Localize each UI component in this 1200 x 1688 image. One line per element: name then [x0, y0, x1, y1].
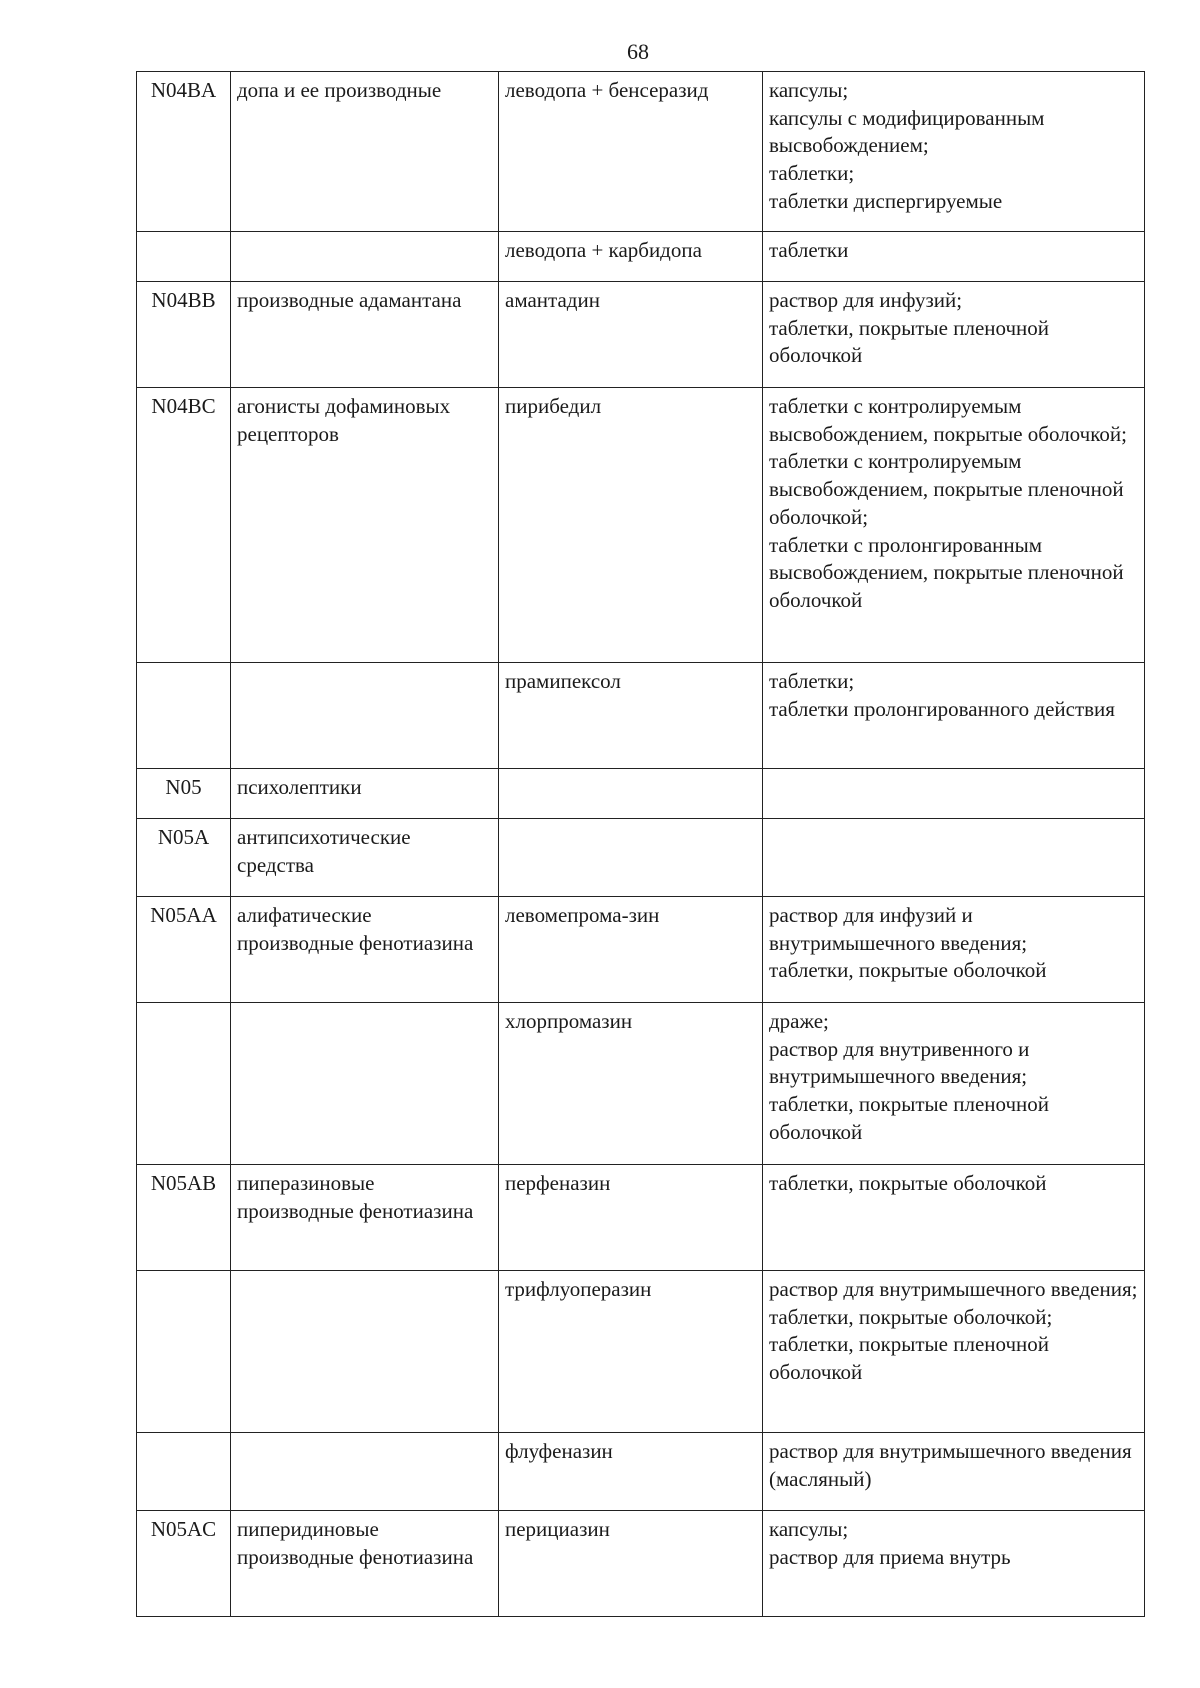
atc-code-cell: N04BB: [137, 282, 231, 388]
table-row: [137, 769, 1145, 819]
atc-code-cell: N05: [137, 769, 231, 819]
dosage-forms-cell: раствор для внутримышечного введения (масляный): [763, 1433, 1145, 1511]
group-cell: антипсихотические средства: [231, 819, 499, 897]
drug-name-cell: прамипексол: [499, 663, 763, 769]
drug-name-cell: [499, 769, 763, 819]
group-cell: [231, 1271, 499, 1433]
drug-table: [136, 71, 1145, 1617]
dosage-forms-cell: [763, 769, 1145, 819]
atc-code-cell: N05AC: [137, 1511, 231, 1617]
drug-name-cell: пирибедил: [499, 388, 763, 663]
page-number: 68: [627, 39, 649, 64]
table-row: [137, 1003, 1145, 1165]
dosage-forms-cell: драже; раствор для внутривенного и внутримышечного введения; таблетки, покрытые пленочной оболочкой: [763, 1003, 1145, 1165]
dosage-forms-cell: капсулы; раствор для приема внутрь: [763, 1511, 1145, 1617]
drug-name-cell: трифлуоперазин: [499, 1271, 763, 1433]
dosage-forms-cell: раствор для внутримышечного введения; таблетки, покрытые оболочкой; таблетки, покрытые пленочной оболочкой: [763, 1271, 1145, 1433]
group-cell: [231, 232, 499, 282]
table-row: [137, 282, 1145, 388]
drug-name-cell: левомепрома-зин: [499, 897, 763, 1003]
drug-name-cell: перфеназин: [499, 1165, 763, 1271]
atc-code-cell: N05A: [137, 819, 231, 897]
table-row: [137, 72, 1145, 232]
drug-name-cell: перициазин: [499, 1511, 763, 1617]
table-row: [137, 663, 1145, 769]
dosage-forms-cell: таблетки с контролируемым высвобождением, покрытые оболочкой; таблетки с контролируемым высвобождением, покрытые пленочной оболочкой; таблетки с пролонгированным высвобождением, покрытые пленочной оболочкой: [763, 388, 1145, 663]
dosage-forms-cell: таблетки: [763, 232, 1145, 282]
table-row: [137, 232, 1145, 282]
group-cell: допа и ее производные: [231, 72, 499, 232]
drug-name-cell: амантадин: [499, 282, 763, 388]
dosage-forms-cell: таблетки, покрытые оболочкой: [763, 1165, 1145, 1271]
drug-name-cell: флуфеназин: [499, 1433, 763, 1511]
table-row: [137, 1511, 1145, 1617]
group-cell: психолептики: [231, 769, 499, 819]
atc-code-cell: [137, 232, 231, 282]
atc-code-cell: [137, 1271, 231, 1433]
atc-code-cell: [137, 1003, 231, 1165]
table-row: [137, 1433, 1145, 1511]
atc-code-cell: N04BA: [137, 72, 231, 232]
dosage-forms-cell: раствор для инфузий; таблетки, покрытые пленочной оболочкой: [763, 282, 1145, 388]
drug-name-cell: леводопа + бенсеразид: [499, 72, 763, 232]
drug-name-cell: хлорпромазин: [499, 1003, 763, 1165]
group-cell: производные адамантана: [231, 282, 499, 388]
table-row: [137, 819, 1145, 897]
table-row: [137, 1271, 1145, 1433]
group-cell: пиперидиновые производные фенотиазина: [231, 1511, 499, 1617]
group-cell: [231, 663, 499, 769]
atc-code-cell: [137, 1433, 231, 1511]
group-cell: [231, 1433, 499, 1511]
atc-code-cell: N04BC: [137, 388, 231, 663]
dosage-forms-cell: [763, 819, 1145, 897]
table-row: [137, 1165, 1145, 1271]
group-cell: алифатические производные фенотиазина: [231, 897, 499, 1003]
drug-name-cell: [499, 819, 763, 897]
drug-name-cell: леводопа + карбидопа: [499, 232, 763, 282]
table-row: [137, 388, 1145, 663]
group-cell: агонисты дофаминовых рецепторов: [231, 388, 499, 663]
group-cell: [231, 1003, 499, 1165]
dosage-forms-cell: таблетки; таблетки пролонгированного действия: [763, 663, 1145, 769]
atc-code-cell: N05AA: [137, 897, 231, 1003]
dosage-forms-cell: раствор для инфузий и внутримышечного введения; таблетки, покрытые оболочкой: [763, 897, 1145, 1003]
dosage-forms-cell: капсулы; капсулы с модифицированным высвобождением; таблетки; таблетки диспергируемые: [763, 72, 1145, 232]
atc-code-cell: [137, 663, 231, 769]
table-row: [137, 897, 1145, 1003]
atc-code-cell: N05AB: [137, 1165, 231, 1271]
group-cell: пиперазиновые производные фенотиазина: [231, 1165, 499, 1271]
